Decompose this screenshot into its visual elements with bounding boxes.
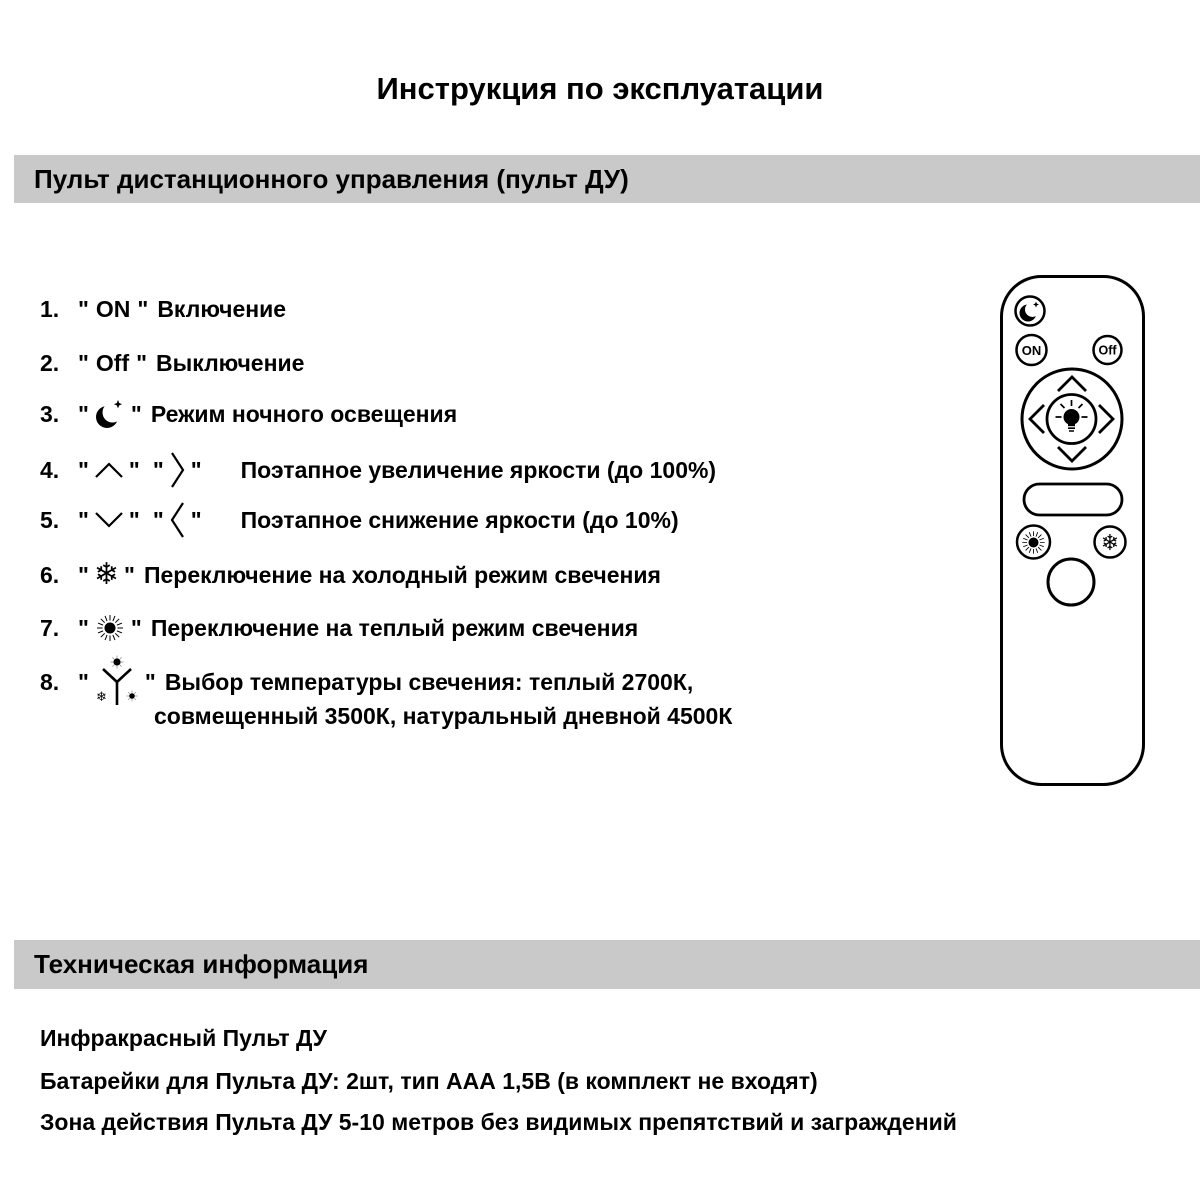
item-label: Выключение <box>156 349 305 376</box>
item-number: 6. <box>40 561 60 588</box>
remote-off-label: Off <box>1098 343 1117 358</box>
item-number: 7. <box>40 614 60 641</box>
quote-mark: " <box>78 400 89 427</box>
item-number: 4. <box>40 456 60 483</box>
remote-round-button <box>1048 559 1094 605</box>
mini-snowflake-glyph: ❄ <box>95 690 107 705</box>
quote-mark: " <box>78 349 89 376</box>
moon-night-mode-icon <box>94 396 126 432</box>
remote-on-button <box>1017 335 1047 365</box>
dpad-up-arrow-icon <box>1058 377 1086 391</box>
quote-mark: " <box>78 561 89 588</box>
quote-mark: " <box>144 668 156 695</box>
tech-info-line: Батарейки для Пульта ДУ: 2шт, тип ААА 1,5В (в комплект не входят) <box>40 1068 818 1094</box>
quote-mark: " <box>128 506 140 533</box>
remote-pill-button <box>1024 484 1122 515</box>
quote-mark: " <box>78 506 89 533</box>
page-title: Инструкция по эксплуатации <box>376 71 824 106</box>
section-heading-tech-label: Техническая информация <box>34 949 369 979</box>
section-heading-remote <box>14 155 1200 203</box>
item-number: 8. <box>40 668 60 695</box>
quote-mark: " <box>152 506 164 533</box>
dpad-left-arrow-icon <box>1030 405 1044 433</box>
quote-mark: " <box>136 349 148 376</box>
list-item-3 <box>40 397 457 431</box>
quote-mark: " <box>124 561 135 588</box>
list-item-7 <box>40 611 638 645</box>
remote-dpad <box>1022 369 1122 469</box>
list-item-1 <box>40 292 286 326</box>
remote-on-label: ON <box>1021 343 1042 358</box>
item-label: Переключение на холодный режим свечения <box>143 561 661 588</box>
list-item-5 <box>40 503 679 537</box>
remote-cold-button <box>1095 527 1126 558</box>
item-number: 2. <box>40 349 60 376</box>
item-label: Поэтапное снижение яркости (до 10%) <box>240 506 679 533</box>
button-name-on: ON <box>95 295 131 322</box>
quote-mark: " <box>130 400 142 427</box>
quote-mark: " <box>152 456 164 483</box>
item-label: Поэтапное увеличение яркости (до 100%) <box>240 456 717 483</box>
section-heading-tech <box>14 940 1200 989</box>
remote-off-button <box>1094 336 1122 364</box>
quote-mark: " <box>137 295 149 322</box>
quote-mark: " <box>128 456 140 483</box>
tech-info-line: Зона действия Пульта ДУ 5-10 метров без видимых препятствий и заграждений <box>40 1109 957 1135</box>
item-number: 5. <box>40 506 60 533</box>
chevron-left-icon <box>169 501 186 539</box>
remote-night-mode-button <box>1016 297 1045 326</box>
list-item-6 <box>40 558 661 592</box>
temperature-select-icon <box>94 655 140 709</box>
sun-icon <box>1022 531 1044 553</box>
item-number: 1. <box>40 295 60 322</box>
dpad-down-arrow-icon <box>1058 447 1086 461</box>
item-label: Выбор температуры свечения: теплый 2700К, <box>164 668 694 695</box>
chevron-right-icon <box>169 451 186 489</box>
remote-control-illustration <box>999 274 1146 787</box>
lightbulb-icon <box>1056 400 1088 431</box>
snowflake-icon: ❄ <box>1100 531 1120 556</box>
quote-mark: " <box>190 506 202 533</box>
quote-mark: " <box>78 614 89 641</box>
quote-mark: " <box>130 614 142 641</box>
item-number: 3. <box>40 400 60 427</box>
quote-mark: " <box>78 295 89 322</box>
list-item-4 <box>40 453 716 487</box>
item-label-line2: совмещенный 3500К, натуральный дневной 4500К <box>154 703 733 729</box>
item-label: Включение <box>157 295 287 322</box>
button-name-off: Off <box>95 349 130 376</box>
item-label: Режим ночного освещения <box>150 400 458 427</box>
quote-mark: " <box>78 456 89 483</box>
remote-warm-button <box>1017 526 1050 559</box>
list-item-2 <box>40 346 304 380</box>
sun-warm-mode-icon <box>94 612 126 644</box>
chevron-down-icon <box>94 511 124 529</box>
chevron-up-icon <box>94 461 124 479</box>
quote-mark: " <box>190 456 202 483</box>
dpad-right-arrow-icon <box>1099 405 1113 433</box>
quote-mark: " <box>78 668 89 695</box>
section-heading-remote-label: Пульт дистанционного управления (пульт ДУ) <box>34 163 629 194</box>
snowflake-icon: ❄ <box>93 557 120 592</box>
tech-info-line: Инфракрасный Пульт ДУ <box>40 1025 327 1051</box>
item-label: Переключение на теплый режим свечения <box>150 614 639 641</box>
list-item-8 <box>40 664 732 730</box>
